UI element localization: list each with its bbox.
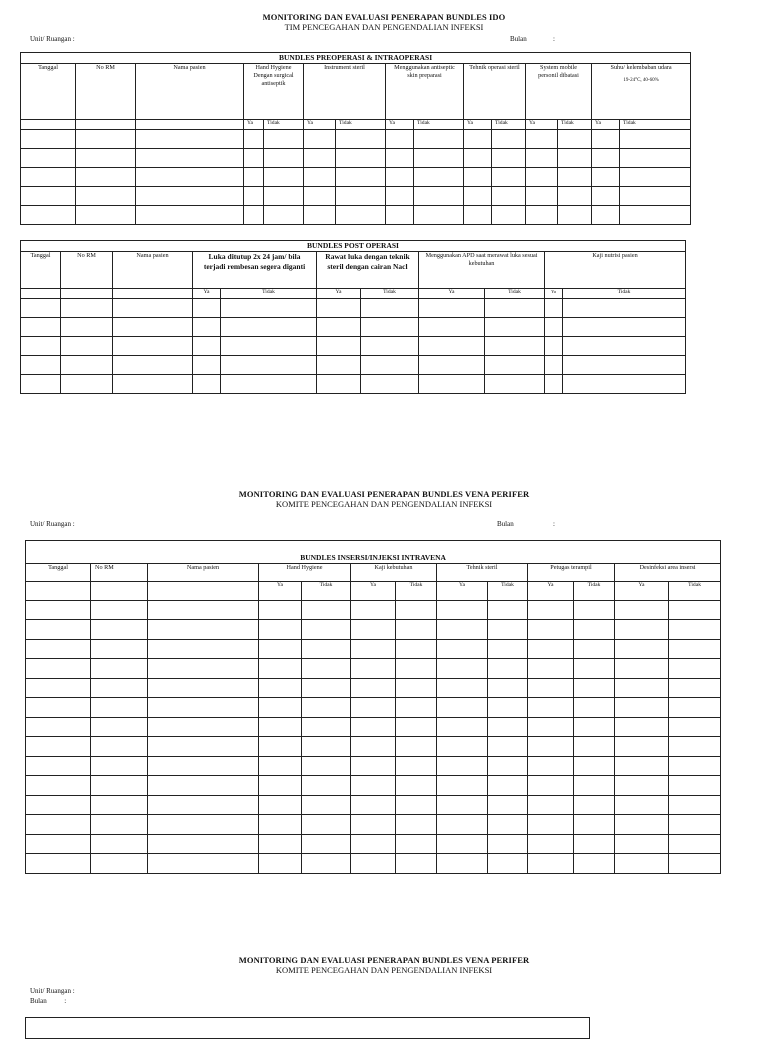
col-kaji-kebutuhan: Kaji kebutuhan — [351, 563, 437, 581]
tidak-label: Tidak — [221, 289, 317, 299]
ya-label: Ya — [464, 120, 492, 130]
table-preoperasi — [20, 52, 691, 225]
ya-label: Ya — [351, 581, 396, 600]
col-no-rm: No RM — [76, 64, 136, 120]
table-row — [21, 187, 691, 206]
tidak-label: Tidak — [488, 581, 528, 600]
col-petugas-terampil: Petugas terampil — [528, 563, 615, 581]
table-row — [21, 356, 686, 375]
section-header-preoperasi: BUNDLES PREOPERASI & INTRAOPERASI — [21, 53, 691, 64]
form1-unit-label: Unit/ Ruangan : — [30, 35, 75, 43]
ya-label: Ya — [244, 120, 264, 130]
table-row — [26, 639, 721, 659]
tidak-label: Tidak — [620, 120, 691, 130]
col-desinfeksi: Desinfeksi area insersi — [615, 563, 721, 581]
ya-label: Ya — [317, 289, 361, 299]
col-tehnik-steril: Tehnik steril — [437, 563, 528, 581]
col-kaji-nutrisi: Kaji nutrisi pasien — [545, 252, 686, 289]
col-tanggal: Tanggal — [21, 64, 76, 120]
col-instrument-steril: Instrument steril — [304, 64, 386, 120]
form3-table-frame — [25, 1017, 590, 1039]
table-row — [21, 168, 691, 187]
table-row — [26, 854, 721, 874]
tidak-label: Tidak — [669, 581, 721, 600]
table-row — [26, 795, 721, 815]
table-row — [26, 659, 721, 679]
ya-label: Ya — [615, 581, 669, 600]
ya-label: Ya — [592, 120, 620, 130]
tidak-label: Tidak — [492, 120, 526, 130]
form2-title: MONITORING DAN EVALUASI PENERAPAN BUNDLES VENA PERIFER — [238, 489, 530, 499]
ya-label: Ya — [193, 289, 221, 299]
table-row — [26, 776, 721, 796]
col-suhu-range: 19-24°C, 40-60% — [623, 77, 659, 83]
col-nama-pasien: Nama pasien — [148, 563, 259, 581]
table-row — [26, 815, 721, 835]
ya-label: Ya — [528, 581, 574, 600]
form1-title: MONITORING DAN EVALUASI PENERAPAN BUNDLES IDO — [262, 12, 506, 22]
table-row — [21, 206, 691, 225]
form1-bulan-colon: : — [553, 35, 555, 43]
form2-unit-label: Unit/ Ruangan : — [30, 520, 75, 528]
ya-label: Ya — [304, 120, 336, 130]
col-hand-hygiene: Hand Hygiene Dengan surgical antiseptik — [244, 64, 304, 120]
col-nama-pasien: Nama pasien — [136, 64, 244, 120]
form3-bulan-label: Bulan : — [30, 997, 67, 1005]
tidak-label: Tidak — [264, 120, 304, 130]
table-row — [26, 737, 721, 757]
ya-label: Ya — [437, 581, 488, 600]
tidak-label: Tidak — [336, 120, 386, 130]
ya-label: Ya — [545, 289, 563, 299]
table-row — [26, 678, 721, 698]
form3-unit-label: Unit/ Ruangan : — [30, 987, 75, 995]
col-rawat-luka: Rawat luka dengan teknik steril dengan cairan Nacl — [317, 252, 419, 289]
col-suhu — [592, 64, 691, 120]
table-row — [26, 620, 721, 640]
form1-bulan-label: Bulan — [510, 35, 527, 43]
col-suhu-label: Suhu/ kelembaban udara — [610, 64, 672, 71]
table-row — [26, 698, 721, 718]
tidak-label: Tidak — [563, 289, 686, 299]
section-header-insersi: BUNDLES INSERSI/INJEKSI INTRAVENA — [26, 553, 721, 564]
table-row — [21, 130, 691, 149]
col-system-mobile: System mobile personil dibatasi — [526, 64, 592, 120]
tidak-label: Tidak — [361, 289, 419, 299]
tidak-label: Tidak — [414, 120, 464, 130]
col-apd: Menggunakan APD saat merawat luka sesuai kebutuhan — [419, 252, 545, 289]
table-row — [21, 337, 686, 356]
col-teknik-operasi: Tehnik operasi steril — [464, 64, 526, 120]
table-row — [21, 318, 686, 337]
table-row — [26, 834, 721, 854]
table-row — [21, 375, 686, 394]
col-antiseptic: Menggunakan antiseptic skin preparasi — [386, 64, 464, 120]
col-no-rm: No RM — [91, 563, 148, 581]
table-insersi-intravena — [25, 540, 721, 874]
form2-subtitle: KOMITE PENCEGAHAN DAN PENGENDALIAN INFEKSI — [275, 499, 493, 509]
table-row — [26, 756, 721, 776]
col-luka-ditutup: Luka ditutup 2x 24 jam/ bila terjadi rembesan segera diganti — [193, 252, 317, 289]
form2-bulan-label: Bulan — [497, 520, 514, 528]
ya-label: Ya — [386, 120, 414, 130]
col-tanggal: Tanggal — [26, 563, 91, 581]
tidak-label: Tidak — [574, 581, 615, 600]
tidak-label: Tidak — [485, 289, 545, 299]
ya-label: Ya — [259, 581, 302, 600]
ya-label: Ya — [419, 289, 485, 299]
form3-subtitle: KOMITE PENCEGAHAN DAN PENGENDALIAN INFEKSI — [275, 965, 493, 975]
tidak-label: Tidak — [302, 581, 351, 600]
table-row — [26, 600, 721, 620]
table-row — [21, 299, 686, 318]
table-row — [21, 149, 691, 168]
table-post-operasi — [20, 240, 686, 394]
form3-title: MONITORING DAN EVALUASI PENERAPAN BUNDLES VENA PERIFER — [238, 955, 530, 965]
tidak-label: Tidak — [396, 581, 437, 600]
col-hand-hygiene: Hand Hygiene — [259, 563, 351, 581]
tidak-label: Tidak — [558, 120, 592, 130]
form1-subtitle: TIM PENCEGAHAN DAN PENGENDALIAN INFEKSI — [284, 22, 484, 32]
col-tanggal: Tanggal — [21, 252, 61, 289]
section-header-post-operasi: BUNDLES POST OPERASI — [21, 241, 686, 252]
col-no-rm: No RM — [61, 252, 113, 289]
form2-bulan-colon: : — [553, 520, 555, 528]
ya-label: Ya — [526, 120, 558, 130]
col-nama-pasien: Nama pasien — [113, 252, 193, 289]
table-row — [26, 717, 721, 737]
